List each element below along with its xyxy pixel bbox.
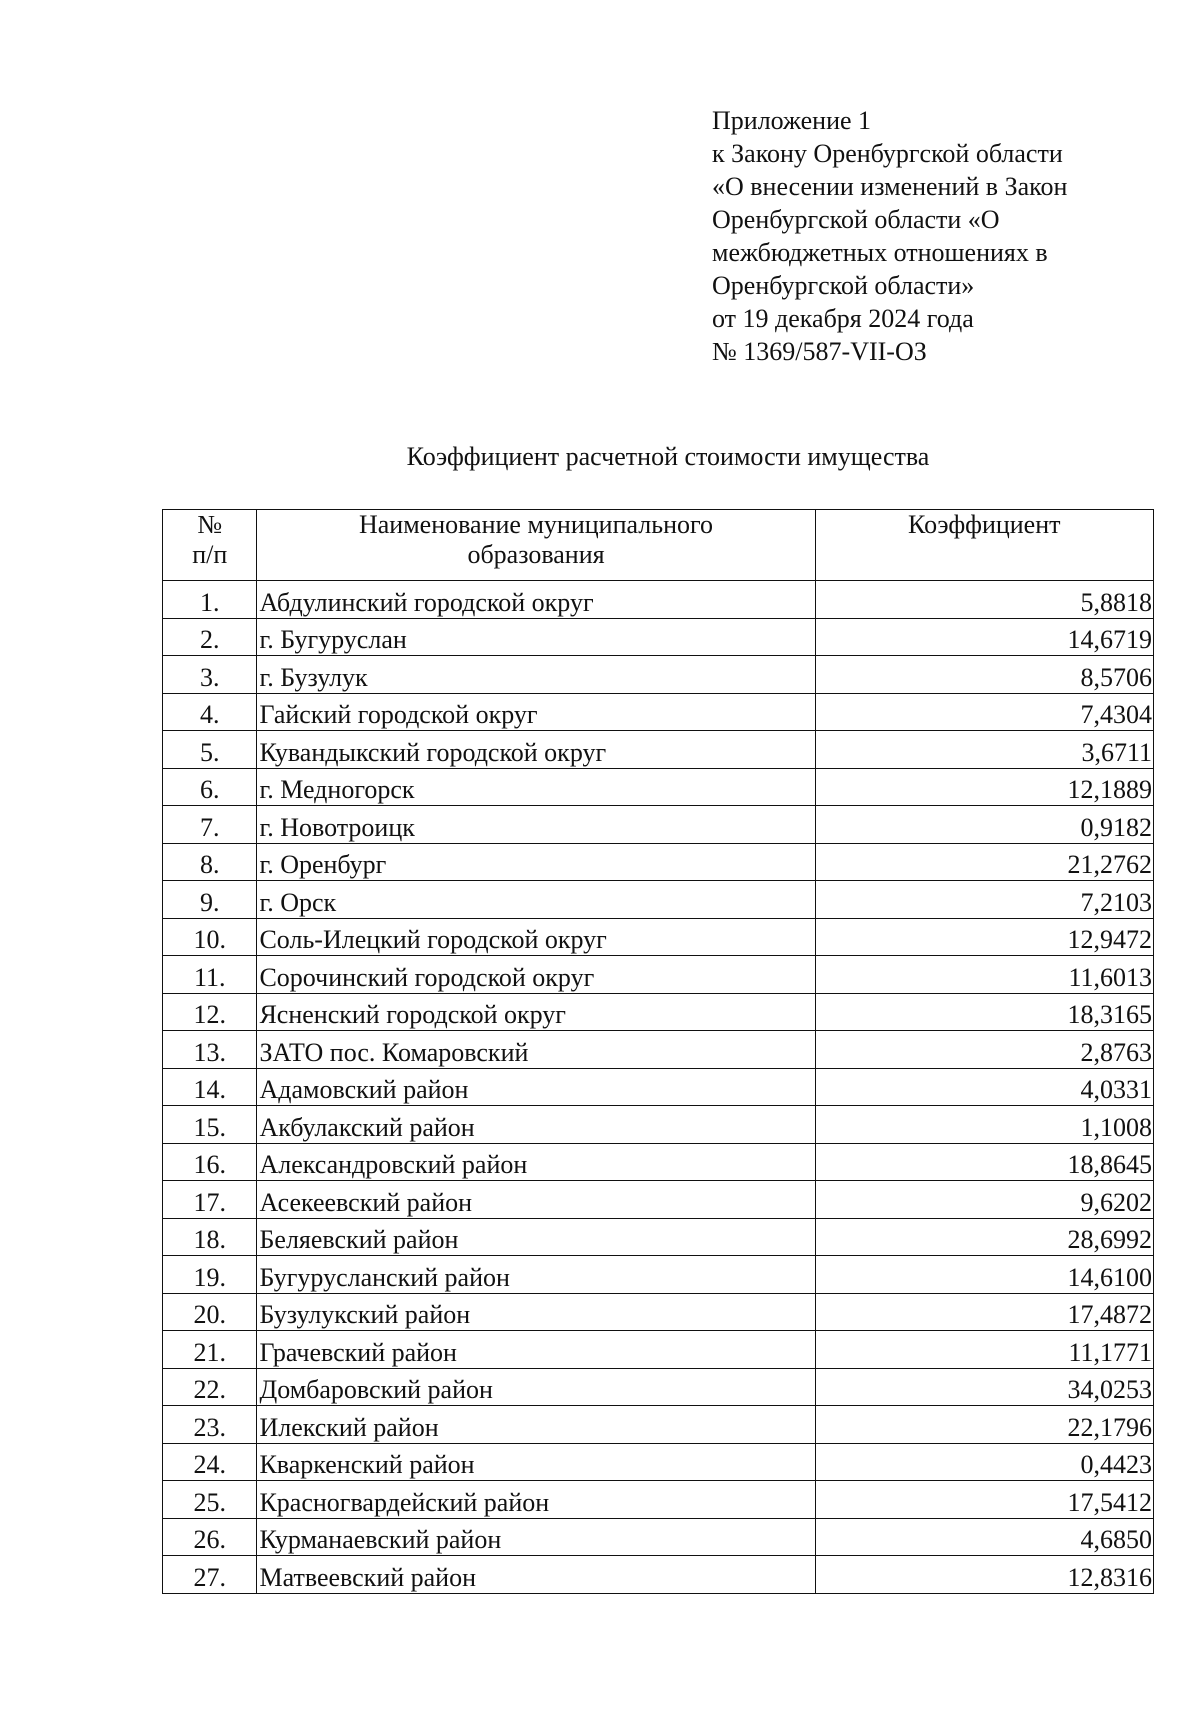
- coefficient-value: 2,8763: [815, 1031, 1153, 1069]
- municipality-name: Бугурусланский район: [257, 1256, 815, 1294]
- table-row: [163, 768, 1154, 806]
- header-number-line1: №: [197, 510, 223, 539]
- municipality-name: г. Медногорск: [257, 768, 815, 806]
- table-row: [163, 1406, 1154, 1444]
- table-row: [163, 1443, 1154, 1481]
- appendix-line: межбюджетных отношениях в: [712, 238, 1048, 267]
- municipality-name: г. Оренбург: [257, 843, 815, 881]
- coefficient-value: 28,6992: [815, 1218, 1153, 1256]
- municipality-name: Александровский район: [257, 1143, 815, 1181]
- row-number: 7.: [163, 806, 257, 844]
- coefficient-value: 5,8818: [815, 581, 1153, 619]
- table-row: [163, 1518, 1154, 1556]
- coefficient-value: 11,6013: [815, 956, 1153, 994]
- table-row: [163, 918, 1154, 956]
- row-number: 25.: [163, 1481, 257, 1519]
- coefficient-value: 18,3165: [815, 993, 1153, 1031]
- table-row: [163, 806, 1154, 844]
- coefficient-value: 18,8645: [815, 1143, 1153, 1181]
- header-coefficient: Коэффициент: [815, 510, 1153, 581]
- coefficient-value: 22,1796: [815, 1406, 1153, 1444]
- coefficient-value: 17,5412: [815, 1481, 1153, 1519]
- row-number: 19.: [163, 1256, 257, 1294]
- municipality-name: Матвеевский район: [257, 1556, 815, 1594]
- appendix-line: Приложение 1: [712, 106, 872, 135]
- municipality-name: Кувандыкский городской округ: [257, 731, 815, 769]
- table-row: [163, 731, 1154, 769]
- row-number: 26.: [163, 1518, 257, 1556]
- appendix-line: № 1369/587-VII-ОЗ: [712, 337, 927, 366]
- row-number: 14.: [163, 1068, 257, 1106]
- appendix-line: Оренбургской области»: [712, 271, 975, 300]
- coefficient-value: 34,0253: [815, 1368, 1153, 1406]
- municipality-name: г. Новотроицк: [257, 806, 815, 844]
- municipality-name: г. Бугуруслан: [257, 618, 815, 656]
- municipality-name: Асекеевский район: [257, 1181, 815, 1219]
- table-row: [163, 1556, 1154, 1594]
- table-body: [163, 581, 1154, 1594]
- header-name-line2: образования: [467, 540, 605, 569]
- table-row: [163, 1068, 1154, 1106]
- municipality-name: Домбаровский район: [257, 1368, 815, 1406]
- coefficient-value: 9,6202: [815, 1181, 1153, 1219]
- row-number: 27.: [163, 1556, 257, 1594]
- table-row: [163, 993, 1154, 1031]
- table-row: [163, 1106, 1154, 1144]
- coefficient-value: 0,9182: [815, 806, 1153, 844]
- table-row: [163, 1331, 1154, 1369]
- coefficient-value: 12,9472: [815, 918, 1153, 956]
- municipality-name: ЗАТО пос. Комаровский: [257, 1031, 815, 1069]
- table-row: [163, 1181, 1154, 1219]
- coefficient-value: 21,2762: [815, 843, 1153, 881]
- header-name-line1: Наименование муниципального: [358, 510, 714, 539]
- coefficient-value: 8,5706: [815, 656, 1153, 694]
- table-row: [163, 1481, 1154, 1519]
- table-row: [163, 1368, 1154, 1406]
- header-number: [163, 510, 257, 581]
- document-title: Коэффициент расчетной стоимости имущества: [406, 442, 930, 471]
- table-row: [163, 1256, 1154, 1294]
- row-number: 3.: [163, 656, 257, 694]
- table-row: [163, 693, 1154, 731]
- row-number: 18.: [163, 1218, 257, 1256]
- municipality-name: Беляевский район: [257, 1218, 815, 1256]
- municipality-name: Гайский городской округ: [257, 693, 815, 731]
- coefficient-value: 7,4304: [815, 693, 1153, 731]
- row-number: 13.: [163, 1031, 257, 1069]
- municipality-name: Бузулукский район: [257, 1293, 815, 1331]
- row-number: 16.: [163, 1143, 257, 1181]
- municipality-name: Ясненский городской округ: [257, 993, 815, 1031]
- municipality-name: г. Бузулук: [257, 656, 815, 694]
- table-row: [163, 1293, 1154, 1331]
- table-header-row: [163, 510, 1154, 581]
- municipality-name: г. Орск: [257, 881, 815, 919]
- coefficient-value: 17,4872: [815, 1293, 1153, 1331]
- table-row: [163, 581, 1154, 619]
- row-number: 9.: [163, 881, 257, 919]
- row-number: 1.: [163, 581, 257, 619]
- appendix-block: [712, 104, 1132, 368]
- table-row: [163, 656, 1154, 694]
- coefficient-value: 12,1889: [815, 768, 1153, 806]
- row-number: 24.: [163, 1443, 257, 1481]
- coefficient-value: 14,6719: [815, 618, 1153, 656]
- table-row: [163, 881, 1154, 919]
- row-number: 20.: [163, 1293, 257, 1331]
- coefficient-value: 7,2103: [815, 881, 1153, 919]
- coefficient-value: 12,8316: [815, 1556, 1153, 1594]
- row-number: 22.: [163, 1368, 257, 1406]
- coefficient-value: 1,1008: [815, 1106, 1153, 1144]
- row-number: 17.: [163, 1181, 257, 1219]
- table-row: [163, 1218, 1154, 1256]
- table-row: [163, 956, 1154, 994]
- row-number: 8.: [163, 843, 257, 881]
- row-number: 5.: [163, 731, 257, 769]
- table-row: [163, 1031, 1154, 1069]
- municipality-name: Грачевский район: [257, 1331, 815, 1369]
- header-name: [257, 510, 815, 581]
- coefficient-table: [162, 509, 1154, 1594]
- table-row: [163, 618, 1154, 656]
- coefficient-value: 11,1771: [815, 1331, 1153, 1369]
- municipality-name: Кваркенский район: [257, 1443, 815, 1481]
- coefficient-value: 3,6711: [815, 731, 1153, 769]
- municipality-name: Абдулинский городской округ: [257, 581, 815, 619]
- municipality-name: Адамовский район: [257, 1068, 815, 1106]
- municipality-name: Илекский район: [257, 1406, 815, 1444]
- municipality-name: Красногвардейский район: [257, 1481, 815, 1519]
- appendix-line: от 19 декабря 2024 года: [712, 304, 974, 333]
- municipality-name: Сорочинский городской округ: [257, 956, 815, 994]
- row-number: 21.: [163, 1331, 257, 1369]
- table-row: [163, 843, 1154, 881]
- row-number: 12.: [163, 993, 257, 1031]
- appendix-line: к Закону Оренбургской области: [712, 139, 1063, 168]
- coefficient-value: 14,6100: [815, 1256, 1153, 1294]
- row-number: 4.: [163, 693, 257, 731]
- coefficient-value: 4,6850: [815, 1518, 1153, 1556]
- row-number: 15.: [163, 1106, 257, 1144]
- table-row: [163, 1143, 1154, 1181]
- row-number: 23.: [163, 1406, 257, 1444]
- appendix-line: «О внесении изменений в Закон: [712, 172, 1068, 201]
- row-number: 11.: [163, 956, 257, 994]
- row-number: 2.: [163, 618, 257, 656]
- row-number: 10.: [163, 918, 257, 956]
- header-number-line2: п/п: [192, 540, 228, 569]
- municipality-name: Курманаевский район: [257, 1518, 815, 1556]
- coefficient-value: 0,4423: [815, 1443, 1153, 1481]
- coefficient-value: 4,0331: [815, 1068, 1153, 1106]
- municipality-name: Акбулакский район: [257, 1106, 815, 1144]
- municipality-name: Соль-Илецкий городской округ: [257, 918, 815, 956]
- row-number: 6.: [163, 768, 257, 806]
- appendix-line: Оренбургской области «О: [712, 205, 1000, 234]
